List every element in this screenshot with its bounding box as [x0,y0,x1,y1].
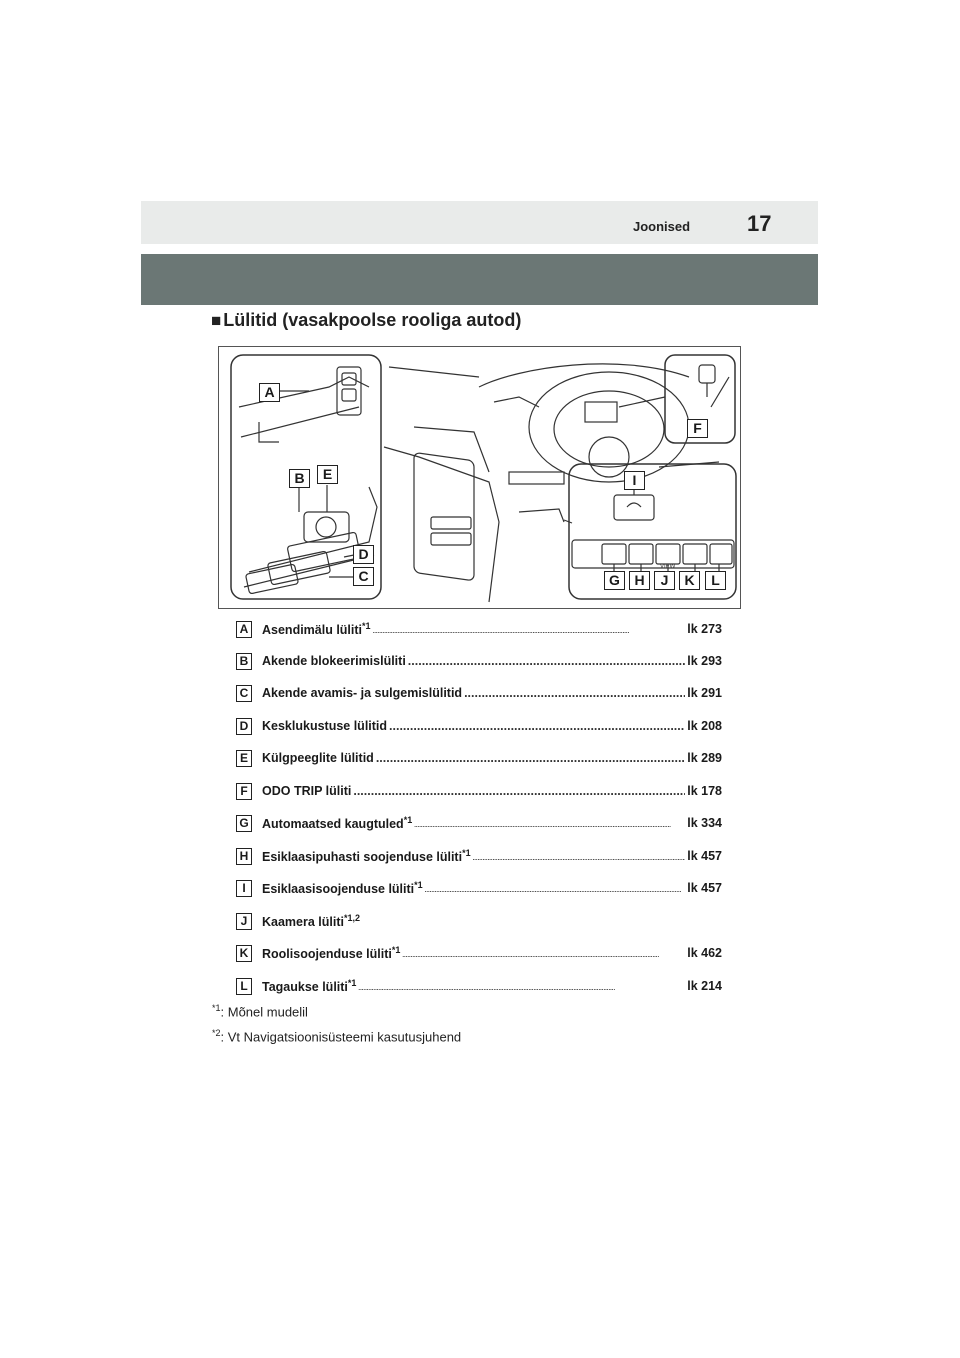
list-item [236,877,722,899]
list-item [236,618,722,640]
item-label: Esiklaasisoojenduse lüliti [262,882,415,897]
item-footnote-ref: *1 [403,814,413,825]
item-label: Asendimälu lüliti [262,623,363,638]
switches-illustration [218,346,741,609]
item-letter: E [236,750,252,767]
item-letter: G [236,815,252,832]
item-label: Akende blokeerimislüliti [262,654,406,668]
callout-c: C [353,567,374,586]
leader-dots [376,751,685,765]
section-heading [211,310,521,331]
view-button-label: VIEW [660,564,676,570]
callout-e: E [317,465,338,484]
item-label: Esiklaasipuhasti soojenduse lüliti [262,850,463,865]
callout-i: I [624,471,645,490]
list-item [236,650,722,672]
item-label: Kesklukustuse lülitid [262,719,388,733]
item-footnote-ref: *1 [414,879,423,890]
item-letter: K [236,945,252,962]
list-item [236,942,722,964]
callout-l: L [705,571,726,590]
item-footnote-ref: *1 [462,847,471,858]
page-reference[interactable]: lk 289 [687,751,722,765]
item-label: Tagaukse lüliti [262,980,348,995]
leader-dots [414,816,685,830]
callout-j: J [654,571,675,590]
page-reference[interactable]: lk 457 [687,881,722,895]
footnote-text: : Mõnel mudelil [220,1004,308,1020]
item-label: ODO TRIP lüliti [262,784,352,798]
page-reference[interactable]: lk 291 [687,686,722,700]
leader-dots [408,654,685,668]
leader-dots [402,946,685,960]
page-reference[interactable]: lk 208 [687,719,722,733]
list-item [236,975,722,997]
list-item [236,715,722,737]
footnote-2 [212,1028,461,1044]
section-band [141,254,818,305]
page-reference[interactable]: lk 462 [687,946,722,960]
page-reference[interactable]: lk 293 [687,654,722,668]
list-item [236,682,722,704]
callout-k: K [679,571,700,590]
item-letter: D [236,718,252,735]
callout-h: H [629,571,650,590]
callout-g: G [604,571,625,590]
item-letter: A [236,621,252,638]
callout-d: D [353,545,374,564]
footnote-mark: *2 [212,1028,221,1038]
leader-dots [373,622,686,636]
item-footnote-ref: *1 [362,620,371,631]
item-footnote-ref: *1,2 [343,912,360,923]
leader-dots [358,979,685,993]
page-reference[interactable]: lk 457 [687,849,722,863]
item-letter: B [236,653,252,670]
item-letter: L [236,978,252,995]
page-number: 17 [747,211,772,236]
callout-a: A [259,383,280,402]
item-letter: J [236,913,252,930]
leader-dots [473,849,686,863]
item-letter: F [236,783,252,800]
callout-b: B [289,469,310,488]
item-letter: C [236,685,252,702]
item-letter: H [236,848,252,865]
list-item [236,845,722,867]
chapter-title: Joonised [633,219,691,234]
item-footnote-ref: *1 [391,944,401,955]
leader-dots [353,784,685,798]
list-item [236,812,722,834]
item-letter: I [236,880,252,897]
section-marker: ■ [211,311,222,330]
list-item [236,780,722,802]
page-header-band [141,201,818,244]
leader-dots [425,881,686,895]
item-label: Akende avamis- ja sulgemislülitid [262,686,463,700]
item-footnote-ref: *1 [347,977,357,988]
leader-dots [389,719,685,733]
item-label: Automaatsed kaugtuled [262,817,404,832]
item-label: Külgpeeglite lülitid [262,751,374,765]
page-reference[interactable]: lk 334 [687,816,722,830]
list-item [236,910,722,932]
page-reference[interactable]: lk 214 [687,979,722,993]
footnote-text: : Vt Navigatsioonisüsteemi kasutusjuhend [220,1029,462,1045]
item-label: Roolisoojenduse lüliti [262,947,392,962]
footnote-1 [212,1003,308,1019]
leader-dots [464,686,685,700]
callout-f: F [687,419,708,438]
page-reference[interactable]: lk 178 [687,784,722,798]
section-heading-text: Lülitid (vasakpoolse rooliga autod) [223,310,522,330]
page-reference[interactable]: lk 273 [687,622,722,636]
footnote-mark: *1 [212,1003,221,1013]
item-label: Kaamera lüliti [262,915,344,930]
list-item [236,747,722,769]
